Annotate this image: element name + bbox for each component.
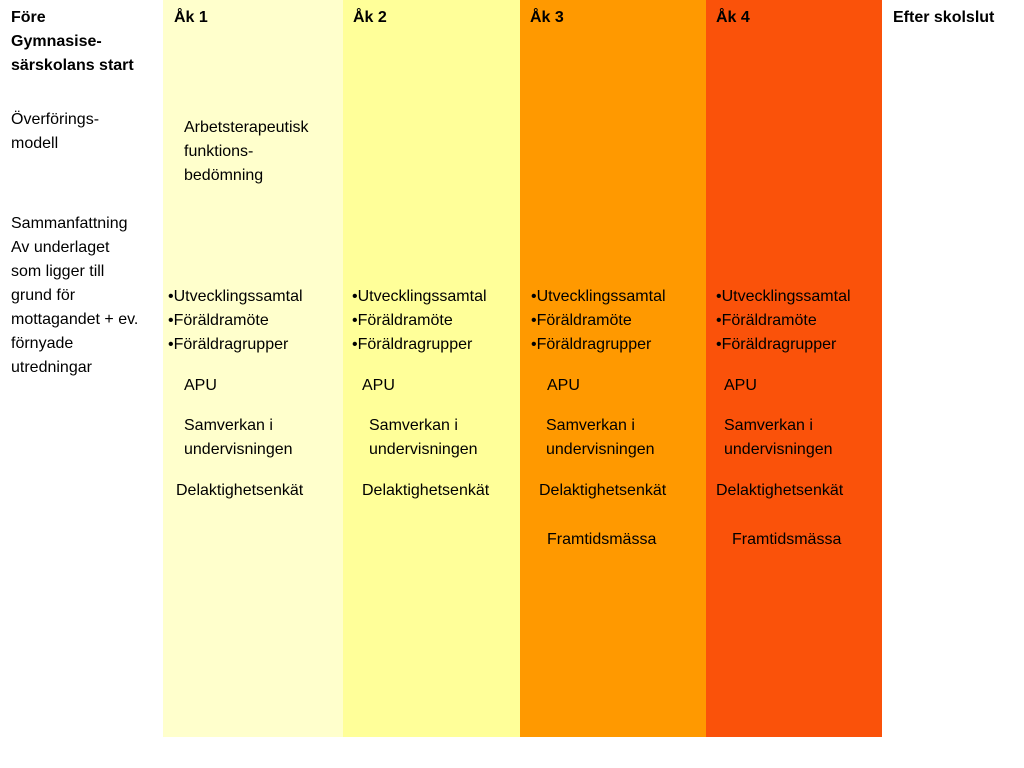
ak2-bullet-3: •Föräldragrupper <box>352 336 473 353</box>
overforing-label: Överförings- modell <box>11 111 100 152</box>
column-ak4 <box>706 0 882 737</box>
ak2-delaktighet: Delaktighetsenkät <box>362 482 490 499</box>
column-ak1 <box>163 0 343 737</box>
ak1-header: Åk 1 <box>174 9 208 26</box>
ak3-apu: APU <box>547 377 580 394</box>
ak1-apu: APU <box>184 377 217 394</box>
ak3-bullet-3: •Föräldragrupper <box>531 336 652 353</box>
ak4-samverkan: Samverkan i undervisningen <box>724 417 833 458</box>
sammanfattning-label: Sammanfattning Av underlaget som ligger till grund för mottagandet + ev. förnyade utredningar <box>11 215 139 376</box>
ak2-header: Åk 2 <box>353 9 387 26</box>
ak4-bullet-3: •Föräldragrupper <box>716 336 837 353</box>
left-header: Före Gymnasise- särskolans start <box>11 9 134 74</box>
ak1-delaktighet: Delaktighetsenkät <box>176 482 304 499</box>
ak2-apu: APU <box>362 377 395 394</box>
ak1-samverkan: Samverkan i undervisningen <box>184 417 293 458</box>
ak1-bullet-1: •Utvecklingssamtal <box>168 288 303 305</box>
ak3-bullet-1: •Utvecklingssamtal <box>531 288 666 305</box>
right-header: Efter skolslut <box>893 9 995 26</box>
ak1-bullet-2: •Föräldramöte <box>168 312 269 329</box>
ak4-delaktighet: Delaktighetsenkät <box>716 482 844 499</box>
ak3-samverkan: Samverkan i undervisningen <box>546 417 655 458</box>
ak3-bullet-2: •Föräldramöte <box>531 312 632 329</box>
ak4-framtid: Framtidsmässa <box>732 531 842 548</box>
ak2-bullet-2: •Föräldramöte <box>352 312 453 329</box>
ak3-delaktighet: Delaktighetsenkät <box>539 482 667 499</box>
ak3-framtid: Framtidsmässa <box>547 531 657 548</box>
ak1-arbetsterapi: Arbetsterapeutisk funktions- bedömning <box>184 119 309 184</box>
ak1-bullet-3: •Föräldragrupper <box>168 336 289 353</box>
ak2-samverkan: Samverkan i undervisningen <box>369 417 478 458</box>
ak4-header: Åk 4 <box>716 9 750 26</box>
column-ak3 <box>520 0 706 737</box>
ak4-bullet-2: •Föräldramöte <box>716 312 817 329</box>
ak3-header: Åk 3 <box>530 9 564 26</box>
ak2-bullet-1: •Utvecklingssamtal <box>352 288 487 305</box>
ak4-apu: APU <box>724 377 757 394</box>
column-ak2 <box>343 0 520 737</box>
ak4-bullet-1: •Utvecklingssamtal <box>716 288 851 305</box>
